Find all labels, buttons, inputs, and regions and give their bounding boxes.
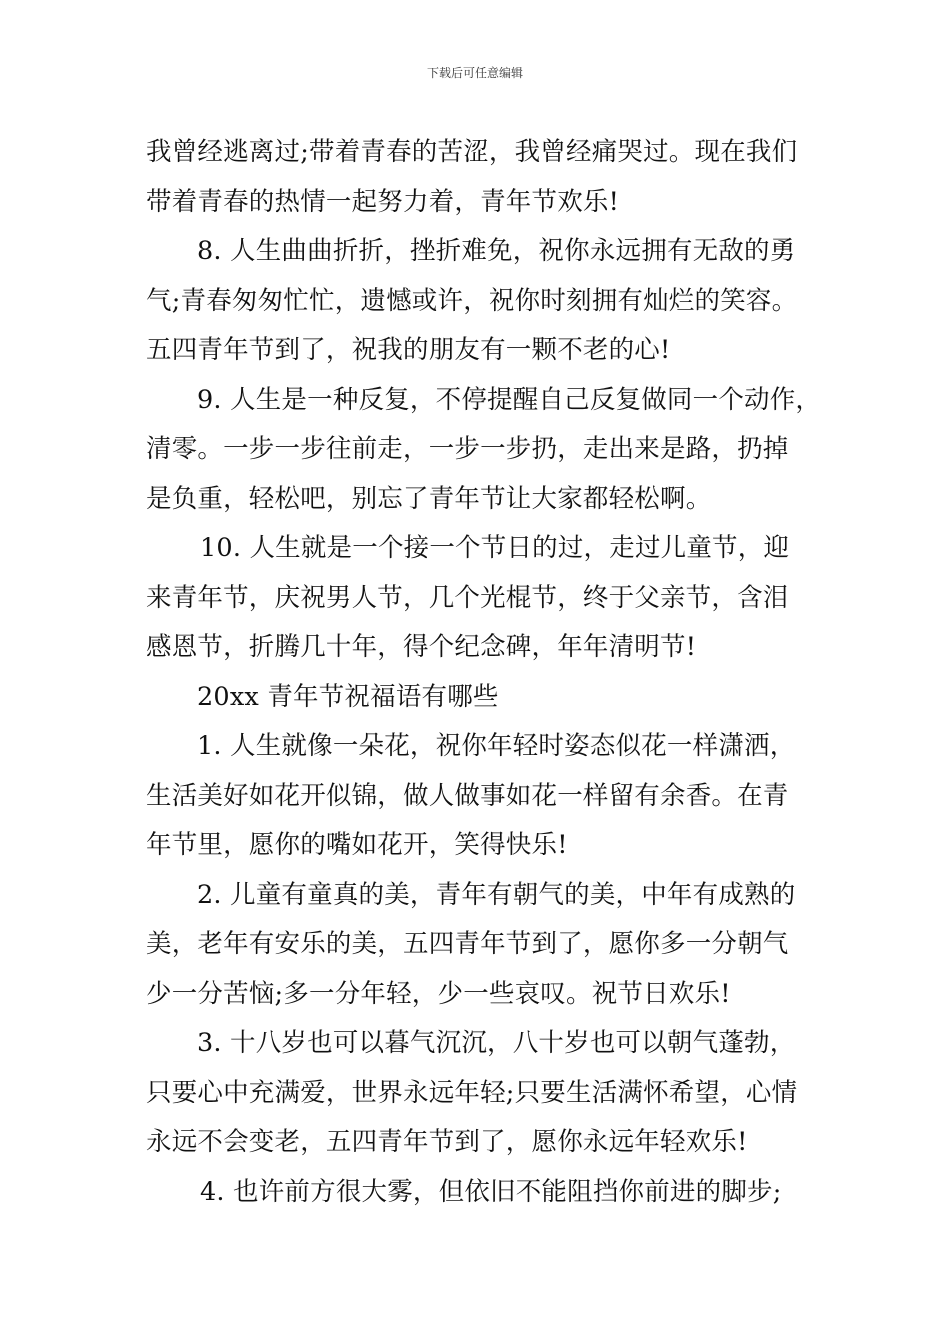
list-item-1: 1. 人生就像一朵花，祝你年轻时姿态似花一样潇洒， — [197, 731, 796, 761]
text-line: 我曾经逃离过;带着青春的苦涩，我曾经痛哭过。现在我们 — [146, 137, 798, 167]
list-item-2: 2. 儿童有童真的美，青年有朝气的美，中年有成熟的 — [197, 879, 796, 910]
list-item-8: 8. 人生曲曲折折，挫折难免，祝你永远拥有无敌的勇 — [197, 236, 796, 266]
text-line: 五四青年节到了，祝我的朋友有一颗不老的心! — [146, 335, 671, 365]
text-line: 清零。一步一步往前走，一步一步扔，走出来是路，扔掉 — [146, 434, 789, 464]
section-heading: 20xx 青年节祝福语有哪些 — [197, 681, 499, 712]
text-line: 是负重，轻松吧，别忘了青年节让大家都轻松啊。 — [146, 483, 712, 514]
header-note: 下载后可任意编辑 — [426, 66, 523, 80]
text-line: 美，老年有安乐的美，五四青年节到了，愿你多一分朝气 — [146, 929, 789, 959]
list-item-9: 9. 人生是一种反复，不停提醒自己反复做同一个动作， — [197, 384, 822, 415]
list-item-3: 3. 十八岁也可以暮气沉沉，八十岁也可以朝气蓬勃， — [197, 1028, 796, 1058]
text-line: 生活美好如花开似锦，做人做事如花一样留有余香。在青 — [146, 780, 789, 811]
list-item-4: 4. 也许前方很大雾，但依旧不能阻挡你前进的脚步; — [200, 1176, 782, 1207]
text-line: 气;青春匆匆忙忙，遗憾或许，祝你时刻拥有灿烂的笑容。 — [146, 285, 798, 316]
document-body — [146, 128, 826, 1217]
text-line: 只要心中充满爱，世界永远年轻;只要生活满怀希望，心情 — [146, 1077, 798, 1108]
text-line: 感恩节，折腾几十年，得个纪念碑，年年清明节! — [146, 632, 697, 662]
text-line: 少一分苦恼;多一分年轻，少一些哀叹。祝节日欢乐! — [146, 978, 731, 1009]
text-line: 来青年节，庆祝男人节，几个光棍节，终于父亲节，含泪 — [146, 582, 789, 613]
text-line: 永远不会变老，五四青年节到了，愿你永远年轻欢乐! — [146, 1127, 748, 1157]
text-line: 年节里，愿你的嘴如花开，笑得快乐! — [146, 830, 568, 860]
list-item-10: 10. 人生就是一个接一个节日的过，走过儿童节，迎 — [200, 533, 790, 563]
text-line: 带着青春的热情一起努力着，青年节欢乐! — [146, 186, 620, 217]
